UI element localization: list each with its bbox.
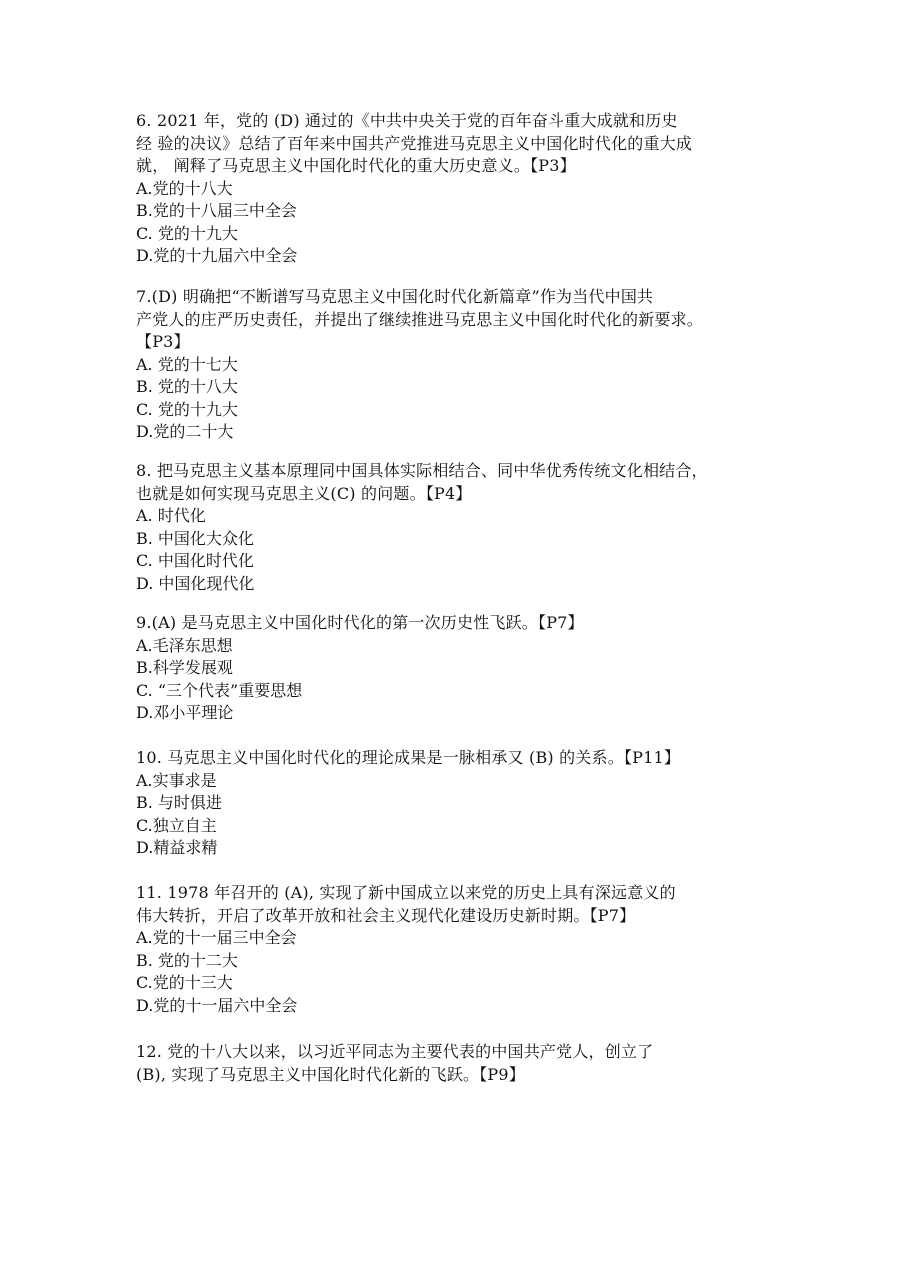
option-b: B. 与时俱进 (136, 793, 222, 812)
question-text-line: 【P3】 (136, 332, 190, 351)
question-text-line: 12. 党的十八大以来，以习近平同志为主要代表的中国共产党人，创立了 (136, 1042, 654, 1061)
option-d: D.党的二十大 (136, 422, 234, 441)
question-text-line: 9.(A) 是马克思主义中国化时代化的第一次历史性飞跃。【P7】 (136, 613, 584, 632)
option-a: A.实事求是 (136, 770, 217, 790)
option-b: B. 中国化大众化 (136, 528, 254, 548)
option-c: C.独立自主 (136, 815, 217, 835)
question-9 (136, 612, 786, 725)
question-7 (136, 286, 786, 444)
option-b: B.科学发展观 (136, 658, 233, 677)
option-a: A.党的十八大 (136, 178, 233, 198)
option-d: D.精益求精 (136, 838, 218, 857)
question-text-line: 11. 1978 年召开的 (A), 实现了新中国成立以来党的历史上具有深远意义的 (136, 883, 676, 902)
question-12 (136, 1041, 786, 1086)
question-text-line: (B), 实现了马克思主义中国化时代化新的飞跃。【P9】 (136, 1064, 525, 1084)
option-c: C.党的十三大 (136, 973, 233, 992)
question-text-line: 产党人的庄严历史责任，并提出了继续推进马克思主义中国化时代化的新要求。 (136, 309, 704, 329)
option-c: C. 中国化时代化 (136, 551, 254, 570)
option-a: A.党的十一届三中全会 (136, 928, 297, 947)
question-10 (136, 747, 786, 860)
option-b: B. 党的十二大 (136, 950, 238, 970)
question-text-line: 6. 2021 年，党的 (D) 通过的《中共中央关于党的百年奋斗重大成就和历史 (136, 111, 678, 130)
option-d: D.党的十九届六中全会 (136, 246, 298, 265)
option-b: B.党的十八届三中全会 (136, 201, 297, 220)
question-text-line: 也就是如何实现马克思主义(C) 的问题。【P4】 (136, 483, 472, 503)
option-a: A. 时代化 (136, 506, 206, 525)
question-text-line: 伟大转折，开启了改革开放和社会主义现代化建设历史新时期。【P7】 (136, 905, 636, 925)
question-text-line: 8. 把马克思主义基本原理同中国具体实际相结合、同中华优秀传统文化相结合， (136, 461, 708, 480)
option-d: D.党的十一届六中全会 (136, 995, 298, 1015)
question-text-line: 7.(D) 明确把“不断谱写马克思主义中国化时代化新篇章”作为当代中国共 (136, 287, 654, 306)
option-a: A. 党的十七大 (136, 354, 238, 374)
question-text-line: 就， 阐释了马克思主义中国化时代化的重大历史意义。【P3】 (136, 156, 576, 175)
option-b: B. 党的十八大 (136, 377, 238, 396)
option-c: C. 党的十九大 (136, 223, 238, 243)
question-text-line: 10. 马克思主义中国化时代化的理论成果是一脉相承又 (B) 的关系。【P11】 (136, 748, 681, 767)
question-6 (136, 110, 786, 268)
question-8 (136, 460, 786, 595)
option-d: D.邓小平理论 (136, 703, 234, 722)
option-c: C. 党的十九大 (136, 399, 238, 419)
option-a: A.毛泽东思想 (136, 635, 233, 655)
option-c: C. “三个代表”重要思想 (136, 680, 303, 700)
option-d: D. 中国化现代化 (136, 573, 255, 593)
question-11 (136, 882, 786, 1017)
question-text-line: 经 验的决议》总结了百年来中国共产党推进马克思主义中国化时代化的重大成 (136, 133, 693, 153)
